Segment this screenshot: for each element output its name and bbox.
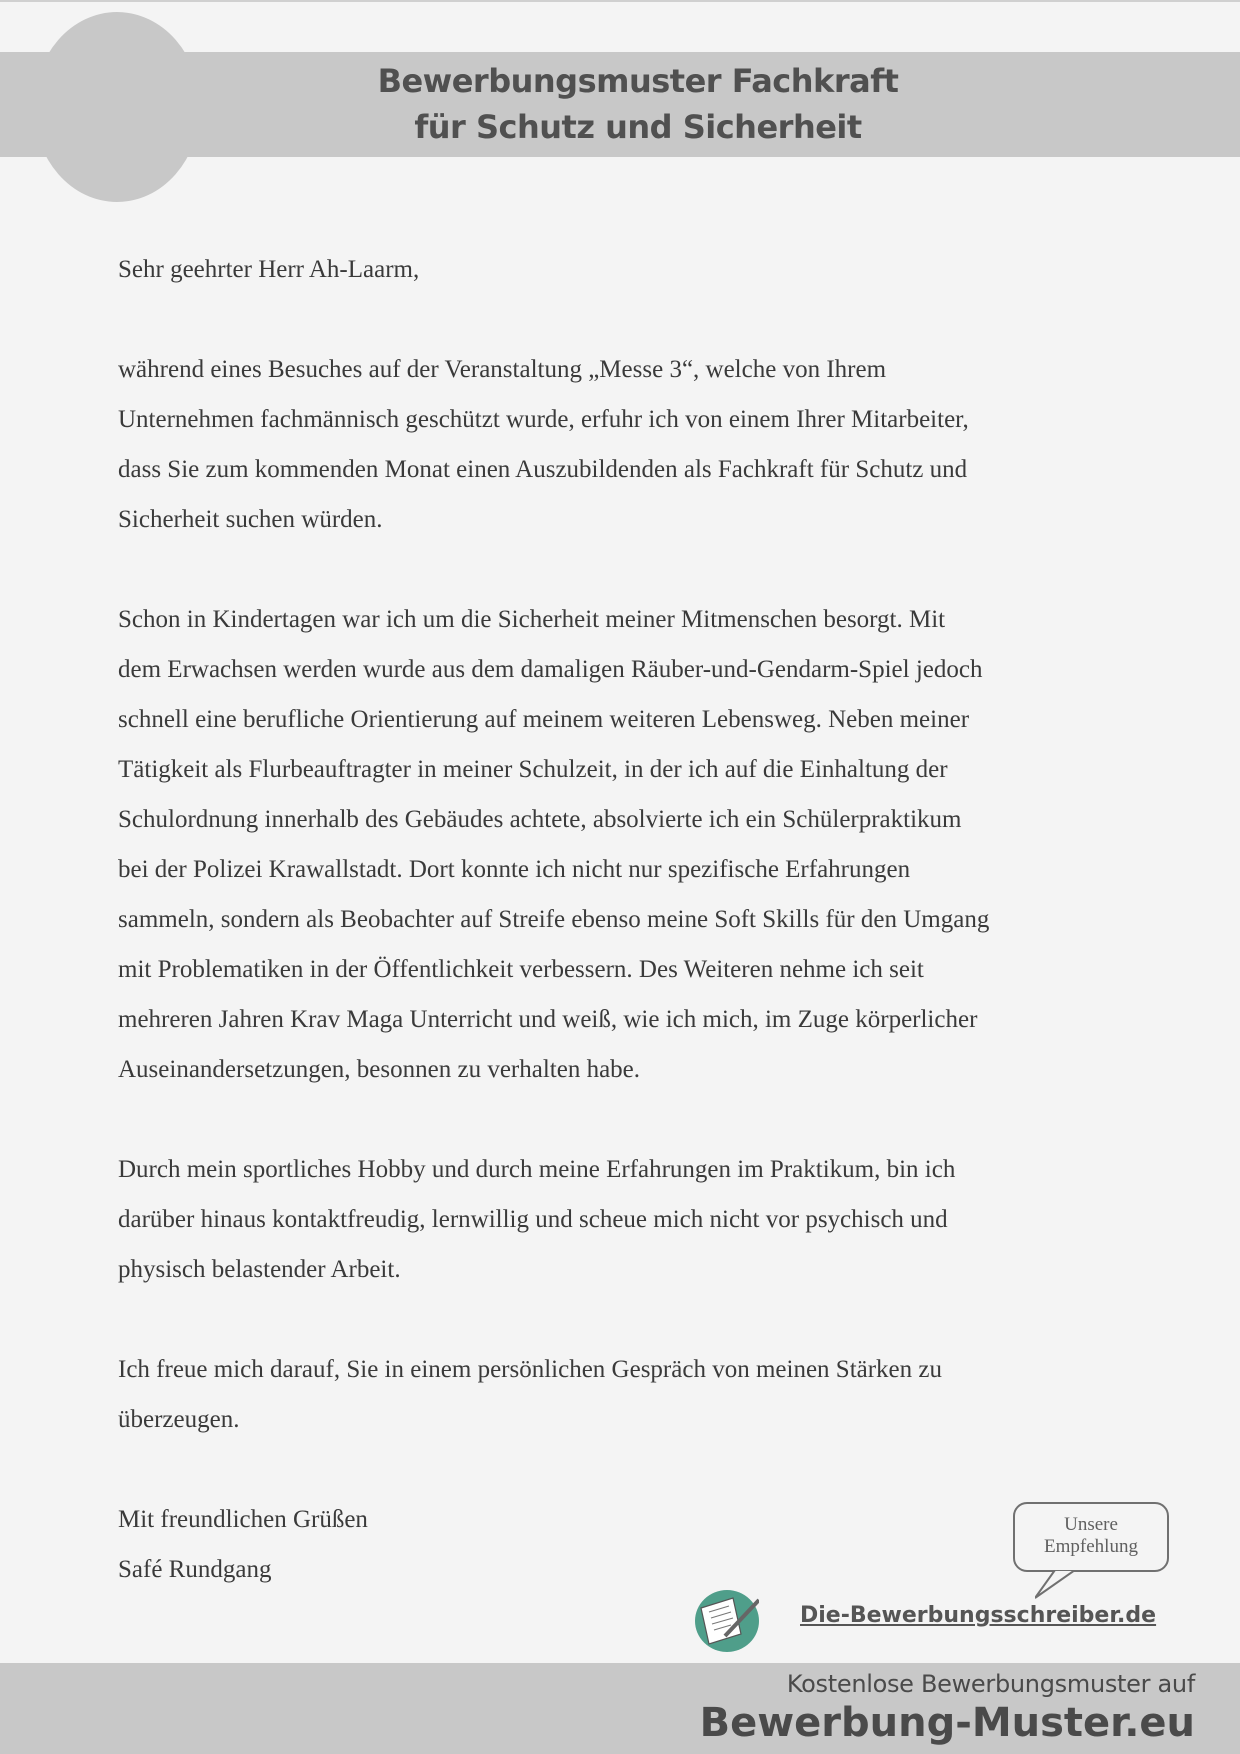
title-line-2: für Schutz und Sicherheit <box>414 108 862 146</box>
letter-line: darüber hinaus kontaktfreudig, lernwillig und scheue mich nicht vor psychisch und <box>118 1206 948 1233</box>
blank-line <box>118 295 989 345</box>
letter-line: Durch mein sportliches Hobby und durch meine Erfahrungen im Praktikum, bin ich <box>118 1156 956 1183</box>
document-pen-icon[interactable] <box>695 1590 759 1652</box>
bubble-line-1: Unsere <box>1064 1514 1118 1535</box>
letter-line: dass Sie zum kommenden Monat einen Auszubildenden als Fachkraft für Schutz und <box>118 456 968 483</box>
letter-line: physisch belastender Arbeit. <box>118 1256 401 1283</box>
title-line-1: Bewerbungsmuster Fachkraft <box>377 62 899 100</box>
letter-line: überzeugen. <box>118 1406 240 1433</box>
page-title <box>0 58 1240 150</box>
letter-line: mehreren Jahren Krav Maga Unterricht und weiß, wie ich mich, im Zuge körperlicher <box>118 1006 978 1033</box>
letter-line: mit Problematiken in der Öffentlichkeit verbessern. Des Weiteren nehme ich seit <box>118 956 924 983</box>
bubble-line-2: Empfehlung <box>1044 1536 1138 1557</box>
top-border <box>0 0 1240 2</box>
letter-line: Schon in Kindertagen war ich um die Sicherheit meiner Mitmenschen besorgt. Mit <box>118 606 946 633</box>
letter-line: Ich freue mich darauf, Sie in einem persönlichen Gespräch von meinen Stärken zu <box>118 1356 942 1383</box>
letter-line: Safé Rundgang <box>118 1556 272 1583</box>
blank-line <box>118 1295 989 1345</box>
letter-line: dem Erwachsen werden wurde aus dem damaligen Räuber-und-Gendarm-Spiel jedoch <box>118 656 983 683</box>
bewerbungsschreiber-link[interactable]: Die-Bewerbungsschreiber.de <box>800 1603 1157 1628</box>
footer-tagline: Kostenlose Bewerbungsmuster auf <box>786 1670 1195 1698</box>
letter-line: schnell eine berufliche Orientierung auf meinem weiteren Lebensweg. Neben meiner <box>118 706 970 733</box>
letter-line: Schulordnung innerhalb des Gebäudes achtete, absolvierte ich ein Schülerpraktikum <box>118 806 962 833</box>
blank-line <box>118 545 989 595</box>
letter-line: während eines Besuches auf der Veranstaltung „Messe 3“, welche von Ihrem <box>118 356 887 383</box>
blank-line <box>118 1445 989 1495</box>
letter-line: Auseinandersetzungen, besonnen zu verhalten habe. <box>118 1056 641 1083</box>
letter-line: Mit freundlichen Grüßen <box>118 1506 368 1533</box>
footer-site-name[interactable]: Bewerbung-Muster.eu <box>699 1700 1195 1746</box>
letter-line: bei der Polizei Krawallstadt. Dort konnte ich nicht nur spezifische Erfahrungen <box>118 856 911 883</box>
letter-line: Unternehmen fachmännisch geschützt wurde, erfuhr ich von einem Ihrer Mitarbeiter, <box>118 406 969 433</box>
bubble-tail <box>1035 1570 1075 1600</box>
blank-line <box>118 1095 989 1145</box>
recommendation-bubble <box>1013 1502 1169 1572</box>
letter-body <box>118 245 989 1595</box>
letter-line: Sicherheit suchen würden. <box>118 506 383 533</box>
letter-line: sammeln, sondern als Beobachter auf Streife ebenso meine Soft Skills für den Umgang <box>118 906 990 933</box>
letter-line: Tätigkeit als Flurbeauftragter in meiner Schulzeit, in der ich auf die Einhaltung der <box>118 756 948 783</box>
letter-line: Sehr geehrter Herr Ah-Laarm, <box>118 256 420 283</box>
